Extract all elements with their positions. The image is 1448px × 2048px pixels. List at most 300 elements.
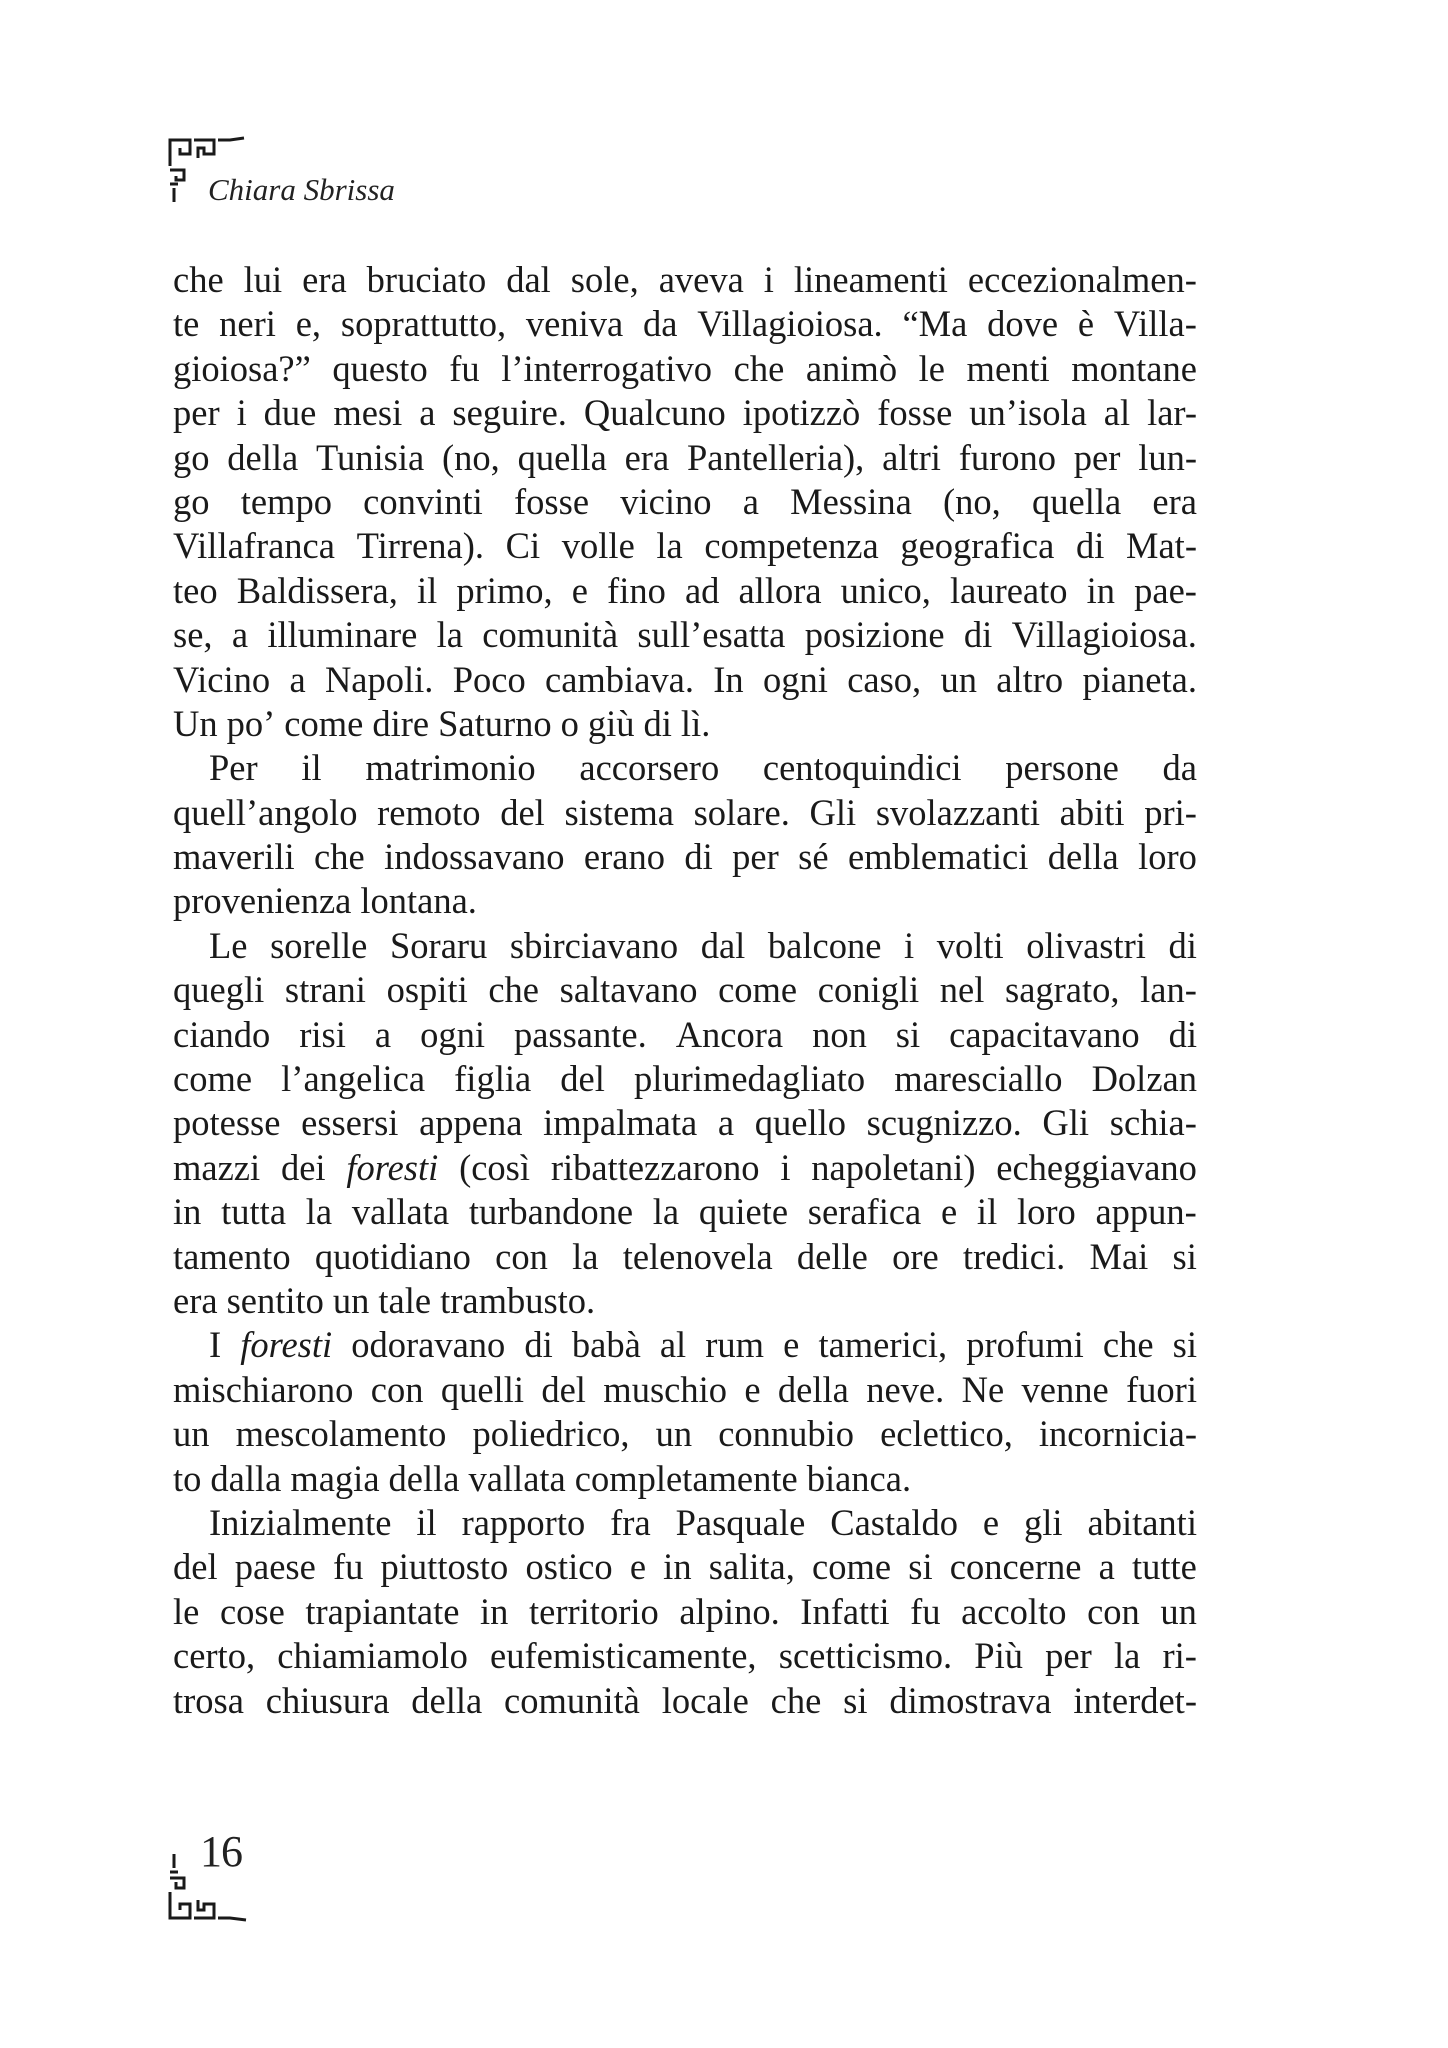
word: l’angelica bbox=[281, 1058, 426, 1100]
word: dimostrava bbox=[889, 1679, 1052, 1721]
word: babà bbox=[571, 1324, 641, 1366]
word: po’ bbox=[226, 702, 276, 744]
word: pri- bbox=[1144, 791, 1197, 833]
word: (no, bbox=[943, 480, 1001, 522]
word: maresciallo bbox=[894, 1058, 1063, 1100]
word: di bbox=[524, 1324, 553, 1366]
word: tutta bbox=[221, 1191, 287, 1233]
word: bianca. bbox=[806, 1457, 912, 1499]
word: per bbox=[173, 392, 220, 434]
word: ostico bbox=[525, 1546, 613, 1588]
text-line bbox=[173, 924, 1197, 968]
word: si bbox=[1172, 1324, 1197, 1366]
word: gli bbox=[1024, 1501, 1063, 1543]
word: mescolamento bbox=[235, 1413, 447, 1455]
word: altri bbox=[882, 436, 941, 478]
word: trosa bbox=[173, 1679, 244, 1721]
word: tempo bbox=[240, 480, 332, 522]
word: seguire. bbox=[452, 392, 567, 434]
word: o bbox=[560, 702, 579, 744]
word: quello bbox=[754, 1102, 846, 1144]
word: furono bbox=[958, 436, 1056, 478]
word: era bbox=[1152, 480, 1197, 522]
word: della bbox=[1047, 836, 1119, 878]
word: il bbox=[301, 747, 322, 789]
text-line bbox=[173, 1501, 1197, 1545]
text-line bbox=[173, 436, 1197, 480]
word: Gli bbox=[809, 791, 857, 833]
word: e bbox=[982, 1501, 1000, 1543]
word: eufemisticamente, bbox=[490, 1635, 757, 1677]
word: fu bbox=[910, 1590, 941, 1632]
text-line bbox=[173, 480, 1197, 524]
word: come bbox=[284, 702, 364, 744]
word: Pantelleria), bbox=[686, 436, 865, 478]
word: in bbox=[173, 1191, 202, 1233]
word: un bbox=[173, 1413, 210, 1455]
word: Poco bbox=[452, 658, 526, 700]
word: di bbox=[684, 836, 713, 878]
word: Dolzan bbox=[1091, 1058, 1197, 1100]
text-line bbox=[173, 302, 1197, 346]
text-line bbox=[173, 524, 1197, 568]
word: è bbox=[1077, 303, 1095, 345]
word: veniva bbox=[525, 303, 624, 345]
text-line bbox=[173, 1013, 1197, 1057]
word: ad bbox=[684, 569, 720, 611]
word: Mai bbox=[1089, 1235, 1149, 1277]
word: ciando bbox=[173, 1013, 271, 1055]
word: il bbox=[416, 569, 438, 611]
text-line bbox=[173, 1190, 1197, 1234]
word: dalla bbox=[210, 1457, 282, 1499]
word: l’interrogativo bbox=[501, 347, 713, 389]
word: magia bbox=[290, 1457, 380, 1499]
word: plurimedagliato bbox=[634, 1058, 866, 1100]
word: potesse bbox=[173, 1102, 281, 1144]
word: due bbox=[263, 392, 317, 434]
word: allora bbox=[738, 569, 822, 611]
word: pianeta. bbox=[1082, 658, 1197, 700]
text-line bbox=[173, 1101, 1197, 1145]
word: a bbox=[742, 480, 759, 522]
word: rapporto bbox=[461, 1501, 586, 1543]
text-line bbox=[173, 391, 1197, 435]
word: (no, bbox=[442, 436, 500, 478]
word: altro bbox=[996, 658, 1064, 700]
word: connubio bbox=[718, 1413, 855, 1455]
word: remoto bbox=[377, 791, 481, 833]
word: quella bbox=[1032, 480, 1122, 522]
word: volle bbox=[561, 525, 635, 567]
word: lontana. bbox=[360, 880, 477, 922]
word: che bbox=[314, 836, 365, 878]
word: aveva bbox=[658, 259, 744, 300]
text-line bbox=[173, 746, 1197, 790]
word: era bbox=[173, 1279, 218, 1321]
word: sorelle bbox=[270, 924, 368, 966]
word: balcone bbox=[767, 924, 882, 966]
word: Messina bbox=[790, 480, 912, 522]
word: caso, bbox=[847, 658, 922, 700]
word: olivastri bbox=[1026, 924, 1146, 966]
running-head-author: Chiara Sbrissa bbox=[208, 172, 395, 207]
word: a bbox=[419, 392, 436, 434]
word: che bbox=[488, 969, 539, 1011]
word: vicino bbox=[620, 480, 712, 522]
text-line bbox=[173, 1634, 1197, 1678]
word: loro bbox=[1138, 836, 1197, 878]
word: completamente bbox=[574, 1457, 798, 1499]
word: lan- bbox=[1140, 969, 1197, 1011]
word: schia- bbox=[1109, 1102, 1197, 1144]
word: territorio bbox=[529, 1590, 659, 1632]
word: neri bbox=[219, 303, 276, 345]
word: le bbox=[173, 1590, 200, 1632]
word: un’isola bbox=[969, 392, 1087, 434]
word: profumi bbox=[966, 1324, 1084, 1366]
word: odoravano bbox=[351, 1324, 506, 1366]
word: di bbox=[643, 702, 672, 744]
word: il bbox=[976, 1191, 998, 1233]
word: cambiava. bbox=[545, 658, 694, 700]
word: Le bbox=[209, 924, 248, 966]
word: Napoli. bbox=[324, 658, 434, 700]
word: fosse bbox=[514, 480, 590, 522]
word: la bbox=[436, 614, 463, 656]
word: Tirrena). bbox=[356, 525, 484, 567]
word: locale bbox=[661, 1679, 749, 1721]
word: il bbox=[416, 1501, 437, 1543]
text-line bbox=[173, 1590, 1197, 1634]
word: montane bbox=[1071, 347, 1197, 389]
word: illuminare bbox=[267, 614, 418, 656]
word: da bbox=[643, 303, 678, 345]
word: conigli bbox=[817, 969, 920, 1011]
word: i bbox=[236, 392, 247, 434]
word: a bbox=[289, 658, 306, 700]
word: figlia bbox=[454, 1058, 532, 1100]
word: quiete bbox=[698, 1191, 789, 1233]
word: la bbox=[656, 525, 683, 567]
word: la bbox=[652, 1191, 680, 1233]
word: a bbox=[374, 1013, 392, 1055]
word: sé bbox=[798, 836, 829, 878]
word: ogni bbox=[762, 658, 828, 700]
word: poliedrico, bbox=[472, 1413, 630, 1455]
word: per bbox=[732, 836, 779, 878]
word: strani bbox=[284, 969, 366, 1011]
word: dal bbox=[700, 924, 746, 966]
word: trambusto. bbox=[440, 1279, 596, 1321]
word: Inizialmente bbox=[209, 1501, 392, 1543]
word: In bbox=[713, 658, 744, 700]
word: come bbox=[812, 1546, 892, 1588]
word: Mat- bbox=[1126, 525, 1197, 567]
body-text bbox=[173, 258, 1197, 1723]
word: Un bbox=[173, 702, 218, 744]
word: rum bbox=[705, 1324, 765, 1366]
word: di bbox=[963, 614, 993, 656]
word: quelli bbox=[440, 1368, 524, 1410]
word: alpino. bbox=[679, 1590, 780, 1632]
word: e bbox=[940, 1191, 958, 1233]
word: Baldissera, bbox=[236, 569, 398, 611]
text-line bbox=[173, 1279, 1197, 1323]
word: Saturno bbox=[438, 702, 552, 744]
word: posizione bbox=[804, 614, 945, 656]
word: mesi bbox=[333, 392, 403, 434]
word: certo, bbox=[173, 1635, 256, 1677]
word: un bbox=[1160, 1590, 1197, 1632]
text-line bbox=[173, 258, 1197, 302]
word: napoletani) bbox=[811, 1146, 976, 1188]
word: piuttosto bbox=[380, 1546, 509, 1588]
word: che bbox=[173, 259, 224, 300]
word: sbirciavano bbox=[509, 924, 679, 966]
text-line bbox=[173, 347, 1197, 391]
word: lì. bbox=[680, 702, 711, 744]
word: risi bbox=[299, 1013, 346, 1055]
word: provenienza bbox=[173, 880, 352, 922]
word: del bbox=[173, 1546, 218, 1588]
word: paese bbox=[234, 1546, 316, 1588]
word: Pasquale bbox=[675, 1501, 806, 1543]
word: in bbox=[663, 1546, 692, 1588]
text-line bbox=[173, 1679, 1197, 1723]
word: I bbox=[209, 1324, 222, 1366]
word: venne bbox=[1021, 1368, 1109, 1410]
word: impalmata bbox=[543, 1102, 698, 1144]
word: Villa- bbox=[1113, 303, 1197, 345]
text-line bbox=[173, 569, 1197, 613]
word: Ancora bbox=[675, 1013, 784, 1055]
text-line bbox=[173, 1412, 1197, 1456]
word: in bbox=[1086, 569, 1116, 611]
text-line bbox=[173, 702, 1197, 746]
word: menti bbox=[966, 347, 1050, 389]
word: cose bbox=[219, 1590, 285, 1632]
word: e bbox=[744, 1368, 761, 1410]
word: e bbox=[629, 1546, 647, 1588]
word: sagrato, bbox=[1004, 969, 1120, 1011]
word: serafica bbox=[807, 1191, 922, 1233]
word: per bbox=[1045, 1635, 1092, 1677]
word: Villafranca bbox=[173, 525, 335, 567]
word: sistema bbox=[564, 791, 674, 833]
word: Infatti bbox=[800, 1590, 890, 1632]
word: svolazzanti bbox=[875, 791, 1041, 833]
word: capacitavano bbox=[949, 1013, 1140, 1055]
word: maverili bbox=[173, 836, 295, 878]
word: teo bbox=[173, 569, 218, 611]
word: competenza bbox=[704, 525, 879, 567]
word: vallata bbox=[468, 1457, 566, 1499]
word: a bbox=[231, 614, 249, 656]
text-line bbox=[173, 613, 1197, 657]
word: dal bbox=[506, 259, 551, 300]
word: “Ma bbox=[902, 303, 968, 345]
word: di bbox=[1075, 525, 1105, 567]
word: al bbox=[1103, 392, 1131, 434]
word: ribattezzarono bbox=[550, 1146, 760, 1188]
word: i bbox=[763, 259, 774, 300]
word: accorsero bbox=[579, 747, 720, 789]
word: con bbox=[1087, 1590, 1140, 1632]
word: non bbox=[812, 1013, 867, 1055]
word: con bbox=[370, 1368, 424, 1410]
word: comunità bbox=[504, 1679, 640, 1721]
word: soprattutto, bbox=[340, 303, 507, 345]
text-line bbox=[173, 1545, 1197, 1589]
word: laureato bbox=[949, 569, 1068, 611]
word: un bbox=[332, 1279, 370, 1321]
word: interdet- bbox=[1073, 1679, 1197, 1721]
word: i bbox=[780, 1146, 791, 1188]
word: foresti bbox=[240, 1324, 333, 1366]
word: Tunisia bbox=[316, 436, 425, 478]
word: fra bbox=[610, 1501, 651, 1543]
word: con bbox=[495, 1235, 548, 1277]
word: che bbox=[1102, 1324, 1154, 1366]
word: vallata bbox=[351, 1191, 450, 1233]
word: indossavano bbox=[384, 836, 565, 878]
word: mischiarono bbox=[173, 1368, 354, 1410]
word: fosse bbox=[877, 392, 953, 434]
word: Qualcuno bbox=[583, 392, 726, 434]
word: ospiti bbox=[386, 969, 468, 1011]
word: fu bbox=[449, 347, 480, 389]
word: a bbox=[717, 1102, 735, 1144]
word: quotidiano bbox=[314, 1235, 471, 1277]
word: al bbox=[659, 1324, 687, 1366]
word: saltavano bbox=[559, 969, 698, 1011]
word: tutte bbox=[1132, 1546, 1197, 1588]
word: un bbox=[940, 658, 977, 700]
word: abitanti bbox=[1087, 1501, 1197, 1543]
word: per bbox=[1073, 436, 1121, 478]
word: quella bbox=[517, 436, 607, 478]
word: come bbox=[718, 969, 798, 1011]
word: erano bbox=[583, 836, 665, 878]
word: centoquindici bbox=[762, 747, 962, 789]
text-line bbox=[173, 835, 1197, 879]
word: accolto bbox=[961, 1590, 1067, 1632]
word: trapiantate bbox=[305, 1590, 460, 1632]
word: loro bbox=[1016, 1191, 1076, 1233]
word: della bbox=[227, 436, 299, 478]
word: te bbox=[173, 303, 200, 345]
word: e, bbox=[295, 303, 322, 345]
text-line bbox=[173, 1235, 1197, 1279]
word: Ne bbox=[961, 1368, 1005, 1410]
word: volti bbox=[936, 924, 1004, 966]
word: bruciato bbox=[366, 259, 487, 300]
word: essersi bbox=[301, 1102, 399, 1144]
word: neve. bbox=[866, 1368, 945, 1410]
word: Castaldo bbox=[830, 1501, 958, 1543]
word: e bbox=[571, 569, 588, 611]
word: Per bbox=[209, 747, 258, 789]
word: lun- bbox=[1138, 436, 1197, 478]
word: eclettico, bbox=[880, 1413, 1013, 1455]
word: go bbox=[173, 480, 210, 522]
word: Villagioiosa. bbox=[1011, 614, 1197, 656]
word: era bbox=[302, 259, 347, 300]
word: questo bbox=[332, 347, 428, 389]
word: passante. bbox=[513, 1013, 647, 1055]
word: della bbox=[411, 1679, 483, 1721]
word: nel bbox=[939, 969, 985, 1011]
word: tamerici, bbox=[818, 1324, 948, 1366]
word: un bbox=[655, 1413, 693, 1455]
word: mazzi bbox=[173, 1146, 261, 1188]
word: Gli bbox=[1042, 1102, 1090, 1144]
word: che bbox=[770, 1679, 822, 1721]
word: lui bbox=[243, 259, 283, 300]
word: go bbox=[173, 436, 210, 478]
word: ipotizzò bbox=[742, 392, 861, 434]
word: come bbox=[173, 1058, 253, 1100]
word: se, bbox=[173, 614, 213, 656]
word: appun- bbox=[1095, 1191, 1197, 1233]
word: si bbox=[908, 1546, 933, 1588]
word: in bbox=[480, 1590, 509, 1632]
word: a bbox=[1098, 1546, 1115, 1588]
word: fuori bbox=[1126, 1368, 1197, 1410]
word: solare. bbox=[693, 791, 790, 833]
word: tale bbox=[378, 1279, 432, 1321]
word: che bbox=[733, 347, 785, 389]
word: echeggiavano bbox=[996, 1146, 1197, 1188]
word: della bbox=[777, 1368, 849, 1410]
word: i bbox=[904, 924, 915, 966]
word: sole, bbox=[570, 259, 639, 300]
word: si bbox=[1172, 1235, 1197, 1277]
greek-key-corner-ornament-bottom-icon bbox=[168, 1852, 248, 1927]
word: chiamiamolo bbox=[277, 1635, 468, 1677]
word: to bbox=[173, 1457, 202, 1499]
word: del bbox=[500, 791, 545, 833]
word: sentito bbox=[226, 1279, 324, 1321]
word: del bbox=[541, 1368, 586, 1410]
word: ogni bbox=[420, 1013, 485, 1055]
word: Soraru bbox=[389, 924, 488, 966]
word: matrimonio bbox=[365, 747, 536, 789]
word: e bbox=[783, 1324, 800, 1366]
word: telenovela bbox=[622, 1235, 773, 1277]
word: del bbox=[560, 1058, 605, 1100]
page-number: 16 bbox=[200, 1827, 242, 1876]
word: tredici. bbox=[962, 1235, 1066, 1277]
word: concerne bbox=[949, 1546, 1082, 1588]
word: dove bbox=[987, 303, 1059, 345]
word: le bbox=[918, 347, 945, 389]
text-line bbox=[173, 1146, 1197, 1190]
text-line bbox=[173, 1323, 1197, 1367]
word: eccezionalmen- bbox=[967, 259, 1197, 300]
word: gioiosa?” bbox=[173, 347, 311, 389]
word: geografica bbox=[900, 525, 1055, 567]
word: turbandone bbox=[468, 1191, 634, 1233]
word: comunità bbox=[482, 614, 619, 656]
word: unico, bbox=[840, 569, 931, 611]
word: da bbox=[1162, 747, 1197, 789]
greek-key-bottom-svg bbox=[168, 1852, 248, 1922]
word: tamento bbox=[173, 1235, 291, 1277]
word: chiusura bbox=[265, 1679, 390, 1721]
word: incornicia- bbox=[1038, 1413, 1197, 1455]
